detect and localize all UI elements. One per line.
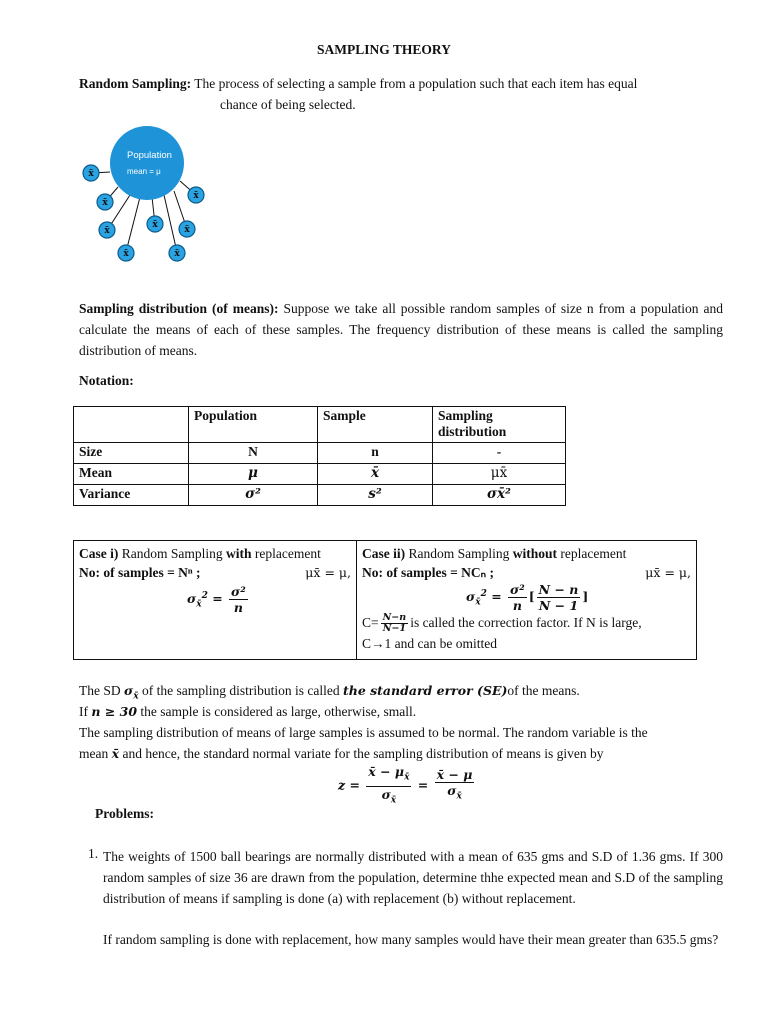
population-cell: μ [189,464,318,485]
large-sample-line [79,701,416,722]
sampling-distribution-term: Sampling distribution (of means): [79,301,279,316]
case2-variance-formula: $\sigma_{x̄}^2$ = $\frac{\text{σ²}}{n}$ [ $\frac{N - n}{N - 1}$ ] [466,582,589,613]
row-label: Size [74,443,189,464]
correction-factor-line2: C→1 and can be omitted [362,636,497,652]
random-sampling-definition [79,73,723,94]
population-sample-diagram [78,125,218,267]
normal-line1: The sampling distribution of means of large samples is assumed to be normal. The random variable is the [79,725,648,740]
sample-mean-symbol: x̄ [184,225,190,235]
row-label: Variance [74,485,189,506]
case1-mean: μx̄ = μ, [305,565,351,580]
case2-label: Case ii) [362,546,406,561]
problems-heading: Problems: [95,806,154,821]
case2-mean: μx̄ = μ, [645,565,691,580]
sampling-cell: μx̄ [433,464,566,485]
case1-samples: No: of samples = Nⁿ ; [79,565,201,580]
sampling-cell: - [433,443,566,464]
problem-1-followup: If random sampling is done with replacement, how many samples would have their mean greater than 635.5 gms? [103,932,719,947]
sample-mean-symbol: x̄ [102,198,108,208]
table-header-cell [74,407,189,443]
standard-error-line: The SD $\sigma_{x̄}$ of the sampling distribution is called the standard error (SE)of the means. [79,683,580,702]
case1-variance-formula: $\sigma_{x̄}^2$ = $\frac{\text{σ²}}{n}$ [187,584,246,615]
row-label: Mean [74,464,189,485]
sample-mean-symbol: x̄ [174,249,180,259]
population-cell: σ² [189,485,318,506]
case2-text: Random Sampling [408,546,510,561]
population-cell: N [189,443,318,464]
case1-bold: with [226,546,252,561]
case2-bold: without [512,546,558,561]
normal-line2-a: mean [79,746,109,761]
page-title: SAMPLING THEORY [317,42,451,57]
case1-label: Case i) [79,546,119,561]
sample-mean-symbol: x̄ [152,220,158,230]
table-header-cell: Sample [318,407,433,443]
correction-factor-text: C= $\frac{N-n}{N-1}$ is called the correction factor. If N is large, [362,612,642,635]
case2-samples: No: of samples = NCₙ ; [362,565,494,580]
problem-1-number: 1. [88,846,99,861]
normal-line2-b: and hence, the standard normal variate for the sampling distribution of means is given by [122,746,604,761]
se-start: The SD [79,683,121,698]
sampling-distribution-definition [79,298,723,361]
z-formula: z = $\frac{x̄ - \mu_{x̄}}{\sigma_{x̄}}$ = $\frac{x̄ - \mu}{\sigma_{x̄}}$ [338,764,473,805]
sample-cell: n [318,443,433,464]
case2-tail: replacement [560,546,627,561]
sample-cell: s² [318,485,433,506]
random-sampling-term: Random Sampling: [79,76,192,91]
table-row [74,485,566,506]
sample-mean-symbol: x̄ [88,169,94,179]
table-row [74,443,566,464]
problem-1-text: The weights of 1500 ball bearings are normally distributed with a mean of 635 gms and S.D of 1.36 gms. If 300 random samples of size 36 are drawn from the population, determine thhe expected mean and S.D of the sampling distribution of means if sampling is done (a) with replacement (b) without replacement. [103,849,723,906]
correction-factor-tail: is called the correction factor. If N is large, [410,615,642,630]
random-sampling-line2: chance of being selected. [220,97,356,112]
sample-mean-symbol: x̄ [193,191,199,201]
se-term: the standard error (SE) [342,683,508,698]
sample-mean-symbol: x̄ [123,249,129,259]
population-mean-label: mean = μ [127,167,161,176]
sample-cell: x̄ [318,464,433,485]
table-header-cell: Population [189,407,318,443]
table-header-row [74,407,566,443]
case-with-replacement [74,541,357,660]
table-header-cell: Sampling distribution [433,407,566,443]
cases-table [73,540,697,660]
sampling-cell: σx̄² [433,485,566,506]
se-end: of the means. [507,683,580,698]
case-without-replacement [357,541,697,660]
notation-heading: Notation: [79,373,134,388]
large-condition: n ≥ 30 [91,704,138,719]
population-circle [110,126,184,200]
case1-tail: replacement [254,546,321,561]
large-start: If [79,704,88,719]
normal-line2: mean x̄ and hence, the standard normal variate for the sampling distribution of means is given by [79,746,604,761]
sampling-distribution-text: Suppose we take all possible random samples of size n from a population and calculate the means of each of these samples. The frequency distribution of these means is called the sampling distribution of means. [79,301,723,358]
table-row [74,464,566,485]
notation-table [73,406,566,506]
case1-text: Random Sampling [121,546,223,561]
large-end: the sample is considered as large, otherwise, small. [140,704,417,719]
se-mid: of the sampling distribution is called [141,683,340,698]
sample-mean-symbol: x̄ [104,226,110,236]
population-label: Population [127,150,172,161]
random-sampling-line1: The process of selecting a sample from a population such that each item has equal [194,76,638,91]
